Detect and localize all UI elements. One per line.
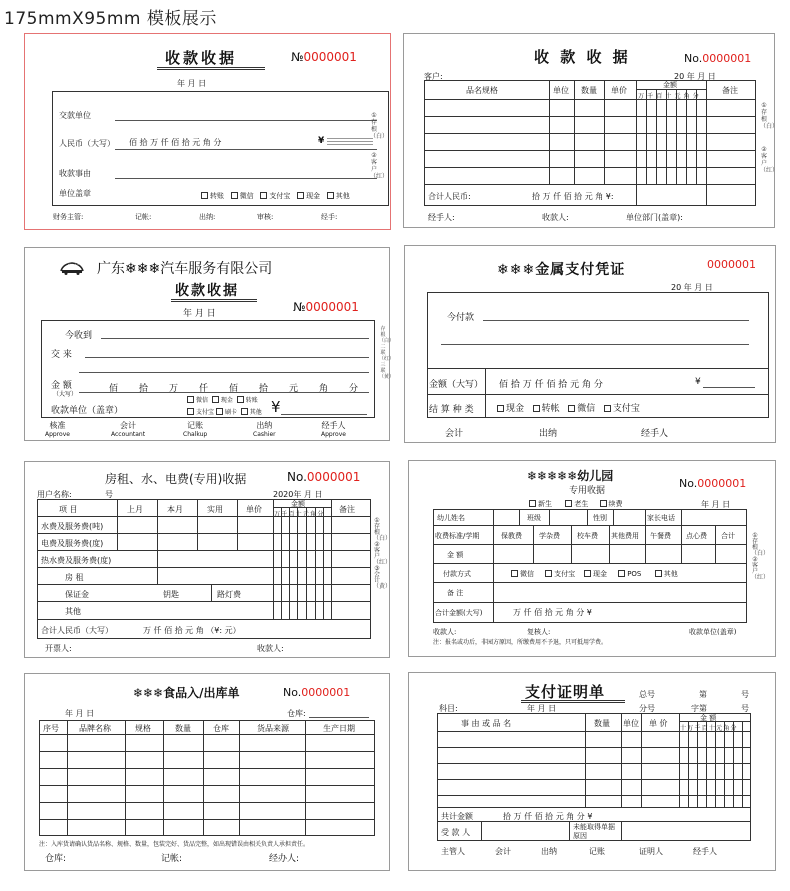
card1-seal-label: 单位盖章 xyxy=(59,189,91,198)
card8-col-2: 单位 xyxy=(623,719,639,728)
card8-subject: 科目: xyxy=(439,704,458,713)
card7-col-2: 规格 xyxy=(135,724,151,733)
card2-col-5: 备注 xyxy=(722,86,738,95)
card6-method: 付款方式 xyxy=(443,570,471,578)
card8-footer-1: 会计 xyxy=(495,847,511,856)
card5-col-3: 实用 xyxy=(207,505,223,514)
card7-footer-0: 仓库: xyxy=(45,854,67,864)
card4-footer-1: 出纳 xyxy=(539,429,558,439)
receipt-card-7 xyxy=(24,673,390,871)
card5-row-1: 电费及服务费(度) xyxy=(41,539,104,548)
card5-row-3: 房 租 xyxy=(65,573,84,582)
card1-no: №0000001 xyxy=(291,50,357,64)
card3-unit-0: 佰 xyxy=(109,384,119,394)
card6-subtitle: 专用收据 xyxy=(569,486,606,496)
card5-digits: 万 千 百 十 元 角 分 xyxy=(274,511,324,518)
card2-total-units: 拾 万 仟 佰 拾 元 角 ¥: xyxy=(532,192,614,201)
card7-note: 注：入库货请确认货品名称、规格、数量，包装完好、货品完整，如出现错误由相关负责人承担责任。 xyxy=(39,841,310,848)
card4-units: 佰 拾 万 仟 佰 拾 元 角 分 xyxy=(499,380,603,390)
card1-side-1: ①存根（白） xyxy=(370,112,389,140)
card1-footer-1: 记帐: xyxy=(135,213,152,221)
card3-amount-sub: （大写） xyxy=(53,391,78,398)
card8-footer-0: 主管人 xyxy=(441,847,465,856)
card5-user-no: 号 xyxy=(105,490,113,499)
card8-total: 共计金额 xyxy=(441,812,473,821)
card2-col-3: 单价 xyxy=(611,86,627,95)
card8-payee: 受 款 人 xyxy=(441,828,471,837)
card6-r1-0: 幼儿姓名 xyxy=(437,514,465,522)
card7-col-4: 仓库 xyxy=(213,724,229,733)
card3-unit-4: 佰 xyxy=(229,384,239,394)
card8-col-4: 金 额 xyxy=(700,714,717,722)
card5-user: 用户名称: xyxy=(37,490,72,499)
card8-col-0: 事 由 或 品 名 xyxy=(461,719,512,728)
card7-col-5: 货品来源 xyxy=(257,724,289,733)
card5-row-5: 其他 xyxy=(65,607,81,616)
card6-no: No.0000001 xyxy=(679,477,747,490)
card8-footer-2: 出纳 xyxy=(541,847,557,856)
card7-footer-1: 记帐: xyxy=(161,854,183,864)
card5-lamp: 路灯费 xyxy=(217,590,241,599)
card6-footer-2: 收款单位(盖章) xyxy=(689,628,737,636)
card7-title: ❄❄❄食品入/出库单 xyxy=(133,686,240,700)
card6-side: ①存根（白）②客户（红） xyxy=(751,532,770,581)
card3-pay-row-2: 支付宝 刷卡 其他 xyxy=(187,407,262,416)
receipt-card-3 xyxy=(24,247,395,441)
card3-unit-8: 分 xyxy=(349,384,359,394)
card3-logo-text: 汽车 xyxy=(67,264,80,271)
card6-footer-1: 复核人: xyxy=(527,628,551,636)
card6-r2-5: 午餐费 xyxy=(650,532,671,540)
card4-date: 20 年 月 日 xyxy=(671,283,713,292)
card8-date: 年 月 日 xyxy=(527,704,557,713)
card3-unit-1: 拾 xyxy=(139,384,149,394)
card4-no: 0000001 xyxy=(707,258,756,271)
card2-col-2: 数量 xyxy=(581,86,597,95)
card8-col-3: 单 价 xyxy=(649,719,668,728)
card6-total: 合计金额(大写) xyxy=(435,609,483,617)
card5-no: No.0000001 xyxy=(287,470,361,484)
card7-col-0: 序号 xyxy=(43,724,59,733)
card3-footer-0: 核准 Approve xyxy=(45,421,70,438)
card5-row-0: 水费及服务费(吨) xyxy=(41,522,104,531)
card6-amount: 金 额 xyxy=(447,551,464,559)
card5-date: 2020年 月 日 xyxy=(273,490,323,499)
card4-pay-to: 今付款 xyxy=(447,313,475,323)
card6-types: 新生 老生 续费 xyxy=(529,499,623,509)
card2-side-2: ②客户（红） xyxy=(760,146,779,174)
card6-r1-3: 家长电话 xyxy=(647,514,675,522)
card5-col-5: 金额 xyxy=(291,500,305,508)
card8-footer-5: 经手人 xyxy=(693,847,717,856)
card3-date: 年 月 日 xyxy=(183,309,216,319)
card6-r2-6: 点心费 xyxy=(686,532,707,540)
card5-col-4: 单价 xyxy=(246,505,262,514)
card1-footer-3: 审核: xyxy=(257,213,274,221)
card8-total-units: 拾 万 仟 佰 拾 元 角 分 ¥ xyxy=(503,812,593,821)
card3-yuan: ¥ xyxy=(271,398,281,416)
card3-company: 广东❄❄❄汽车服务有限公司 xyxy=(97,261,273,277)
page-title: 175mmX95mm 模板展示 xyxy=(4,9,217,29)
card6-note: 注：报名或功后，非园方原因，所缴费用不予退，只可抵用学费。 xyxy=(433,639,608,646)
card5-side: ①存根（白）②客户（红）③会计（黄） xyxy=(373,517,392,590)
receipt-card-4 xyxy=(404,245,776,443)
card6-title: ❄❄❄❄❄幼儿园 xyxy=(527,469,614,483)
card8-col-1: 数量 xyxy=(594,719,610,728)
card3-unit-6: 元 xyxy=(289,384,299,394)
card3-side: 存根（白）二联（红）三联（黄） xyxy=(379,326,395,380)
card3-unit-3: 仟 xyxy=(199,384,209,394)
card5-footer-0: 开票人: xyxy=(45,644,72,653)
card3-footer-3: 出纳 Cashier xyxy=(253,421,276,438)
card5-key: 钥匙 xyxy=(163,590,179,599)
card2-date: 20 年 月 日 xyxy=(674,72,716,81)
card3-footer-1: 会计 Accountant xyxy=(111,421,146,438)
card3-footer-4: 经手人 Approve xyxy=(321,421,346,438)
card8-digits: 十 万 千 百 十 元 角 分 xyxy=(680,725,737,732)
card4-footer-0: 会计 xyxy=(445,429,464,439)
card5-col-1: 上月 xyxy=(127,505,143,514)
card7-footer-2: 经办人: xyxy=(269,854,300,864)
receipt-card-5 xyxy=(24,461,390,658)
card8-reason: 未能取得单据原因 xyxy=(573,823,615,840)
card1-rmb-label: 人民币（大写） xyxy=(59,139,115,148)
card8-title: 支付证明单 xyxy=(525,683,606,701)
card4-method-label: 结 算 种 类 xyxy=(429,405,474,415)
card1-title: 收款收据 xyxy=(165,49,238,67)
card3-unit-7: 角 xyxy=(319,384,329,394)
card5-col-0: 项 目 xyxy=(59,505,78,514)
card3-amount-label: 金 额 xyxy=(51,381,72,391)
card3-seal-label: 收款单位（盖章） xyxy=(51,406,124,416)
card8-word-no: 字第 xyxy=(691,704,707,713)
card8-total-no: 总号 xyxy=(639,690,655,699)
card5-footer-1: 收款人: xyxy=(257,644,284,653)
card6-r2-1: 保教费 xyxy=(501,532,522,540)
card2-no: No.0000001 xyxy=(684,52,752,65)
receipt-card-2 xyxy=(403,33,779,228)
card2-side-1: ①存根（白） xyxy=(760,102,779,130)
card8-no-unit-2: 号 xyxy=(741,704,749,713)
card7-col-1: 品牌名称 xyxy=(79,724,111,733)
card1-payer-label: 交款单位 xyxy=(59,111,91,120)
card1-side-2: ②客户（红） xyxy=(370,152,389,180)
card2-col-4: 金额 xyxy=(663,81,677,89)
card6-date: 年 月 日 xyxy=(701,500,731,509)
card2-title: 收 款 收 据 xyxy=(534,48,631,66)
card2-col-0: 品名规格 xyxy=(466,86,498,95)
card6-r2-4: 其他费用 xyxy=(611,532,639,540)
card4-amount-label: 金额（大写） xyxy=(429,380,484,390)
card2-col-1: 单位 xyxy=(553,86,569,95)
receipt-card-8 xyxy=(408,672,776,871)
card2-footer-0: 经手人: xyxy=(428,213,455,222)
card4-yuan: ¥ xyxy=(695,377,701,387)
card3-from-label: 交 来 xyxy=(51,350,72,360)
card1-footer-2: 出纳: xyxy=(199,213,216,221)
card3-unit-5: 拾 xyxy=(259,384,269,394)
card2-footer-2: 单位部门(盖章): xyxy=(626,213,683,222)
card7-col-6: 生产日期 xyxy=(323,724,355,733)
card5-col-6: 备注 xyxy=(339,505,355,514)
card6-r1-2: 性别 xyxy=(593,514,607,522)
receipt-card-1 xyxy=(24,33,391,230)
card4-pay-methods: 现金 转帐 微信 支付宝 xyxy=(497,401,640,414)
card5-row-4: 保证金 xyxy=(65,590,89,599)
card5-total-units: 万 仟 佰 拾 元 角 （¥: 元） xyxy=(143,626,241,635)
card1-yuan: ¥ xyxy=(318,136,325,146)
card3-unit-2: 万 xyxy=(169,384,179,394)
card8-no-label: 第 xyxy=(699,690,707,699)
card5-title: 房租、水、电费(专用)收据 xyxy=(105,472,247,486)
card6-r1-1: 班级 xyxy=(527,514,541,522)
card5-total: 合计人民币（大写） xyxy=(41,626,113,635)
card6-pay-methods: 微信 支付宝 现金 POS 其他 xyxy=(511,569,678,579)
card1-units: 佰 拾 万 仟 佰 拾 元 角 分 xyxy=(129,138,222,147)
card5-row-2: 热水费及服务费(度) xyxy=(41,556,112,565)
card5-col-2: 本月 xyxy=(167,505,183,514)
card7-no: No.0000001 xyxy=(283,686,351,699)
receipt-card-6 xyxy=(408,460,776,657)
card7-col-3: 数量 xyxy=(175,724,191,733)
card1-reason-label: 收款事由 xyxy=(59,169,91,178)
card8-footer-4: 证明人 xyxy=(639,847,663,856)
card2-footer-1: 收款人: xyxy=(542,213,569,222)
card4-footer-2: 经手人 xyxy=(641,429,669,439)
card8-no-unit: 号 xyxy=(741,690,749,699)
card2-digits: 万 千 百 十 元 角 分 xyxy=(638,93,699,100)
card6-r2-0: 收费标准/学期 xyxy=(435,532,480,540)
card1-footer-4: 经手: xyxy=(321,213,338,221)
card6-total-units: 万 仟 佰 拾 元 角 分 ¥ xyxy=(513,608,592,617)
card3-received-label: 今收到 xyxy=(65,331,93,341)
card6-r2-3: 校车费 xyxy=(577,532,598,540)
card8-branch-no: 分号 xyxy=(639,704,655,713)
card8-footer-3: 记账 xyxy=(589,847,605,856)
card6-r2-7: 合计 xyxy=(721,532,735,540)
card6-remark: 备 注 xyxy=(447,589,464,597)
card6-footer-0: 收款人: xyxy=(433,628,457,636)
card4-title: ❄❄❄金属支付凭证 xyxy=(497,262,626,278)
card1-footer-0: 财务主管: xyxy=(53,213,84,221)
card7-date: 年 月 日 xyxy=(65,709,95,718)
card1-date: 年 月 日 xyxy=(177,79,207,88)
card7-storage: 仓库: xyxy=(287,709,306,718)
card2-total: 合计人民币: xyxy=(428,192,471,201)
card2-client: 客户: xyxy=(424,72,443,81)
card1-pay-methods: 转账 微信 支付宝 现金 其他 xyxy=(201,191,350,201)
card3-footer-2: 记账 Chalkup xyxy=(183,421,208,438)
card3-title: 收款收据 xyxy=(175,283,239,299)
card3-pay-row-1: 微信 现金 转账 xyxy=(187,395,258,404)
card6-r2-2: 学杂费 xyxy=(539,532,560,540)
card3-no: №0000001 xyxy=(293,300,359,314)
